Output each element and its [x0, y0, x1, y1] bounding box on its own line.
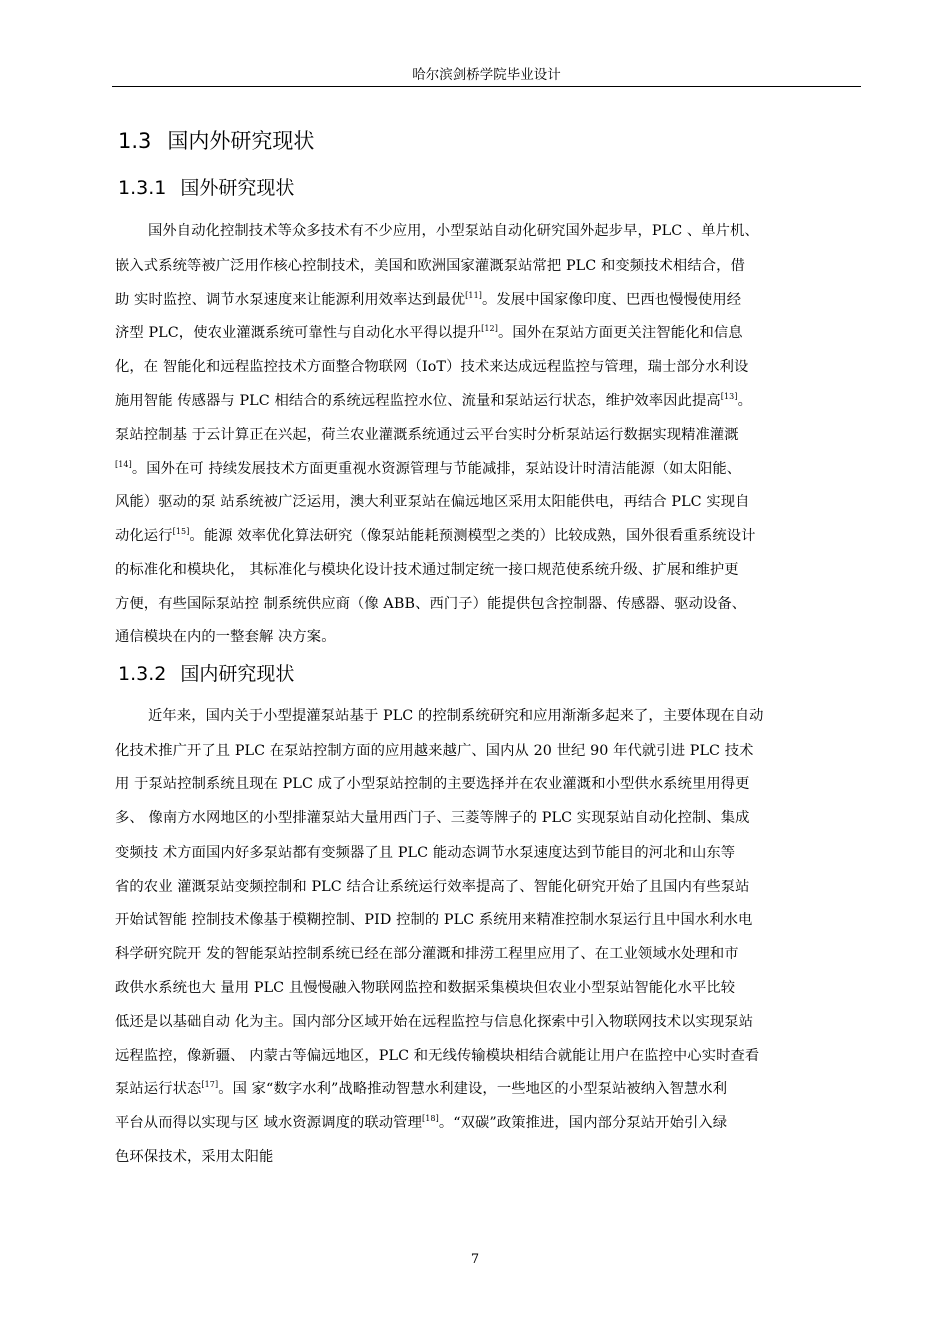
- citation: [14]: [115, 460, 132, 469]
- paragraph-line: 济型 PLC，使农业灌溉系统可靠性与自动化水平得以提升[12]。国外在泵站方面更关注智能化和信息: [115, 324, 743, 341]
- paragraph-line: 的标准化和模块化， 其标准化与模块化设计技术通过制定统一接口规范使系统升级、扩展和维护更: [115, 562, 739, 578]
- paragraph-line: 多、 像南方水网地区的小型排灌泵站大量用西门子、三菱等牌子的 PLC 实现泵站自动化控制、集成: [115, 810, 750, 826]
- paragraph-line: 色环保技术，采用太阳能: [115, 1149, 274, 1165]
- paragraph-line: 化技术推广开了且 PLC 在泵站控制方面的应用越来越广、国内从 20 世纪 90 年代就引进 PLC 技术: [115, 743, 754, 759]
- paragraph-line: 方便，有些国际泵站控 制系统供应商（像 ABB、西门子）能提供包含控制器、传感器、驱动设备、: [115, 596, 747, 612]
- paragraph-line: 远程监控，像新疆、 内蒙古等偏远地区，PLC 和无线传输模块相结合就能让用户在监控中心实时查看: [115, 1048, 760, 1064]
- citation: [18]: [421, 1114, 439, 1123]
- page-number: 7: [470, 1252, 480, 1267]
- section-title: 国内外研究现状: [167, 129, 315, 153]
- paragraph-line: 泵站运行状态[17]。国 家“数字水利”战略推动智慧水利建设，一些地区的小型泵站被纳入智慧水利: [115, 1080, 728, 1097]
- paragraph-line: 变频技 术方面国内好多泵站都有变频器了且 PLC 能动态调节水泵速度达到节能目的河北和山东等: [115, 845, 736, 861]
- subsection-number: 1.3.1: [118, 177, 167, 199]
- paragraph-line: 化，在 智能化和远程监控技术方面整合物联网（IoT）技术来达成远程监控与管理，瑞士部分水利设: [115, 359, 749, 375]
- paragraph-line: 科学研究院开 发的智能泵站控制系统已经在部分灌溉和排涝工程里应用了、在工业领域水处理和市: [115, 946, 739, 962]
- citation: [17]: [201, 1080, 219, 1089]
- paragraph-line: 开始试智能 控制技术像基于模糊控制、PID 控制的 PLC 系统用来精准控制水泵运行且中国水利水电: [115, 912, 753, 928]
- paragraph-line: 政供水系统也大 量用 PLC 且慢慢融入物联网监控和数据采集模块但农业小型泵站智能化水平比较: [115, 980, 736, 996]
- paragraph-line: 用 于泵站控制系统且现在 PLC 成了小型泵站控制的主要选择并在农业灌溉和小型供水系统里用得更: [115, 776, 750, 792]
- paragraph-line: 风能）驱动的泵 站系统被广泛运用，澳大利亚泵站在偏远地区采用太阳能供电，再结合 PLC 实现自: [115, 494, 750, 510]
- paragraph-line: 平台从而得以实现与区 域水资源调度的联动管理[18]。“双碳”政策推进，国内部分泵站开始引入绿: [115, 1114, 728, 1131]
- header-rule: [112, 86, 861, 87]
- citation: [11]: [465, 291, 482, 300]
- citation: [15]: [172, 527, 190, 536]
- paragraph-line: 通信模块在内的一整套解 决方案。: [115, 629, 336, 645]
- paragraph-line: 省的农业 灌溉泵站变频控制和 PLC 结合让系统运行效率提高了、智能化研究开始了且国内有些泵站: [115, 879, 750, 895]
- section-heading: [118, 126, 314, 156]
- subsection-title: 国内研究现状: [180, 663, 295, 685]
- paragraph-line: 嵌入式系统等被广泛用作核心控制技术，美国和欧洲国家灌溉泵站常把 PLC 和变频技术相结合，借: [115, 258, 745, 274]
- page-header: 哈尔滨剑桥学院毕业设计: [412, 67, 561, 83]
- paragraph-line: 动化运行[15]。能源 效率优化算法研究（像泵站能耗预测模型之类的）比较成熟，国外很看重系统设计: [115, 527, 756, 544]
- paragraph-line: 近年来，国内关于小型提灌泵站基于 PLC 的控制系统研究和应用渐渐多起来了，主要体现在自动: [148, 708, 764, 724]
- citation: [13]: [720, 392, 738, 401]
- paragraph-line: 低还是以基础自动 化为主。国内部分区域开始在远程监控与信息化探索中引入物联网技术以实现泵站: [115, 1014, 754, 1030]
- subsection-heading-domestic: [118, 660, 294, 688]
- subsection-number: 1.3.2: [118, 663, 167, 685]
- subsection-title: 国外研究现状: [180, 177, 295, 199]
- paragraph-line: 泵站控制基 于云计算正在兴起，荷兰农业灌溉系统通过云平台实时分析泵站运行数据实现精准灌溉: [115, 427, 739, 443]
- paragraph-line: 国外自动化控制技术等众多技术有不少应用，小型泵站自动化研究国外起步早，PLC 、单片机、: [148, 223, 759, 239]
- paragraph-line: [14]。国外在可 持续发展技术方面更重视水资源管理与节能减排，泵站设计时清洁能源（如太阳能、: [115, 460, 742, 477]
- paragraph-line: 施用智能 传感器与 PLC 相结合的系统远程监控水位、流量和泵站运行状态，维护效率因此提高[13]。: [115, 392, 752, 409]
- section-number: 1.3: [118, 129, 152, 153]
- paragraph-line: 助 实时监控、调节水泵速度来让能源利用效率达到最优[11]。发展中国家像印度、巴西也慢慢使用经: [115, 291, 742, 308]
- subsection-heading-foreign: [118, 174, 294, 202]
- citation: [12]: [481, 324, 498, 333]
